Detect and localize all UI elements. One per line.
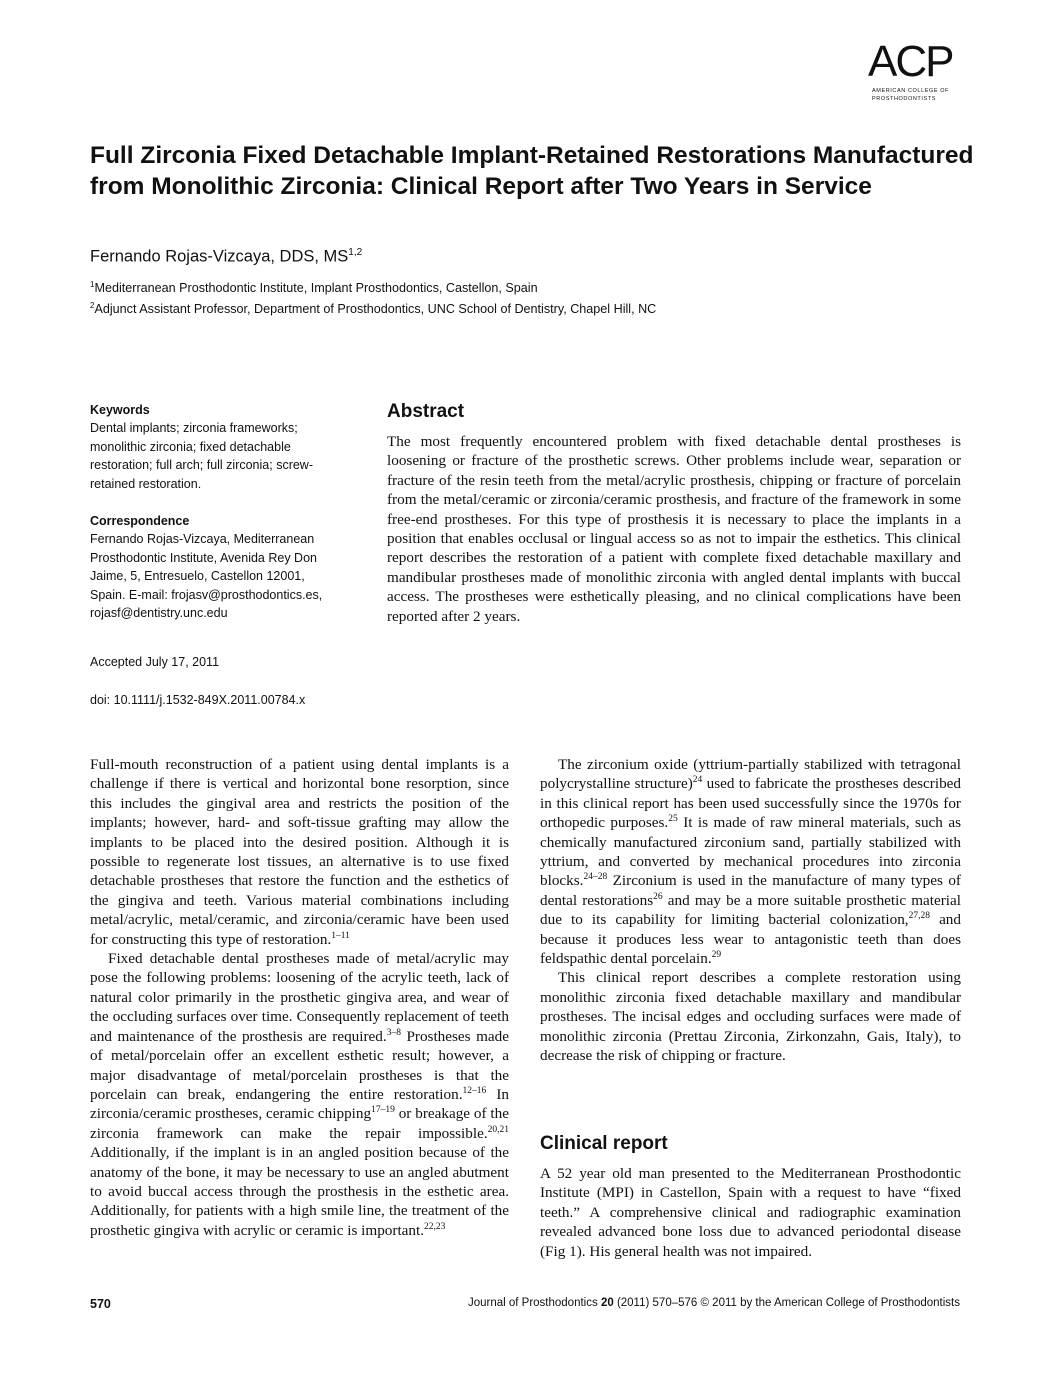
citation: 24 (692, 775, 703, 786)
affiliation-2 (90, 297, 656, 318)
logo-mark: ACP (868, 37, 953, 86)
keywords-label: Keywords (90, 403, 150, 417)
paragraph-zirconium (540, 755, 961, 968)
journal-pages: (2011) 570–576 (616, 1297, 698, 1309)
affiliation-1 (90, 276, 538, 297)
citation: 26 (653, 891, 663, 902)
journal-volume: 20 (600, 1297, 614, 1309)
text-run: Additionally, if the implant is in an angled position because of the anatomy of the bone, it may be necessary to use an angled abutment to avoid buccal access through the prosthesis in the esthetic area. Additionally, for patients with a high smile line, the treatment of the prosthetic gingiva with acrylic or ceramic is important. (90, 1144, 509, 1239)
journal-citation (468, 1297, 960, 1309)
article-title: Full Zirconia Fixed Detachable Implant-Retained Restorations Manufactured from Monolithic Zirconia: Clinical Report after Two Years in Service (90, 142, 974, 200)
paragraph-problems (90, 949, 509, 1240)
citation: 1–11 (331, 930, 350, 941)
correspondence-label: Correspondence (90, 514, 190, 528)
text-run: It is made of raw mineral materials, such as chemically manufactured zirconium sand, partially stabilized with yttrium, and converted by mechanical procedures into zirconia blocks. (540, 814, 961, 890)
citation: 29 (711, 950, 722, 960)
abstract-heading: Abstract (387, 401, 465, 422)
copyright: © 2011 by the American College of Prosthodontists (700, 1297, 960, 1309)
citation: 20,21 (487, 1124, 509, 1135)
accepted-date: Accepted July 17, 2011 (90, 655, 220, 669)
author-name: Fernando Rojas-Vizcaya, DDS, MS (90, 247, 349, 266)
citation: 24–28 (583, 872, 608, 883)
doi[interactable]: doi: 10.1111/j.1532-849X.2011.00784.x (90, 693, 306, 707)
abstract-text: The most frequently encountered problem with fixed detachable dental prostheses is loosening or fracture of the prosthetic screws. Other problems include wear, separation or fracture of the resin teeth from the metal/acrylic prosthesis, chipping or fracture of porcelain from the metal/ceramic or zirconia/ceramic prosthesis, and fracture of the framework in some free-end prostheses. For this type of prosthesis it is necessary to place the implants in a position that enables occlusal or lingual access so as not to impair the esthetics. This clinical report describes the restoration of a patient with complete fixed detachable maxillary and mandibular prostheses made of monolithic zirconia with angled dental implants with buccal access. The prostheses were esthetically pleasing, and no clinical complications have been reported after 2 years. (387, 433, 961, 625)
text-run: and may be a more suitable prosthetic material due to its capability for limiting bacterial colonization, (540, 891, 961, 929)
keywords-text: Dental implants; zirconia frameworks; monolithic zirconia; fixed detachable restoration; full arch; full zirconia; screw-retained restoration. (90, 421, 313, 491)
text-run: The zirconium oxide (yttrium-partially stabilized with tetragonal polycrystalline structure) (540, 756, 961, 793)
body-column-right (540, 755, 961, 1066)
citation: 22,23 (424, 1221, 446, 1232)
text-run: and because it produces less wear to antagonistic teeth than does feldspathic dental porcelain. (540, 911, 961, 968)
logo-line-2: PROSTHODONTISTS (872, 96, 937, 102)
text-run: Full-mouth reconstruction of a patient using dental implants is a challenge if there is vertical and horizontal bone resorption, since this includes the gingival area and restricts the position of the implants; however, hard- and soft-tissue grafting may allow the implants to be placed into the desired position. Although it is possible to regenerate lost tissues, an alternative is to use fixed detachable prostheses that restore the function and the esthetics of the gingiva and teeth. Various material combinations including metal/acrylic, metal/ceramic, and zirconia/ceramic have been used for constructing this type of restoration. (90, 756, 509, 948)
author-affil-sup: 1,2 (348, 247, 363, 258)
text-run: Zirconium is used in the manufacture of many types of dental restorations (540, 872, 961, 909)
citation: 17–19 (371, 1105, 395, 1116)
citation: 27,28 (908, 911, 930, 922)
citation: 12–16 (462, 1085, 487, 1096)
affiliation-num: 1 (90, 280, 95, 289)
citation: 25 (668, 814, 678, 825)
text-run: Fixed detachable dental prostheses made of metal/acrylic may pose the following problems: loosening of the acrylic teeth, lack of natural color primarily in the prosthetic gingiva area, and wear of the occluding surfaces over time. Consequently replacement of teeth and maintenance of the prosthesis are required. (90, 950, 509, 1045)
clinical-report-heading: Clinical report (540, 1133, 668, 1154)
citation: 3–8 (386, 1027, 401, 1038)
paragraph-report-summary: This clinical report describes a complete restoration using monolithic zirconia fixed detachable maxillary and mandibular prostheses. The incisal edges and occluding surfaces were made of monolithic zirconia (Prettau Zirconia, Zirkonzahn, Gais, Italy), to decrease the risk of chipping or fracture. (540, 969, 961, 1065)
logo-line-1: AMERICAN COLLEGE OF (872, 88, 950, 94)
text-run: used to fabricate the prostheses described in this clinical report has been used successfully since the 1970s for orthopedic purposes. (540, 775, 962, 832)
journal-name: Journal of Prosthodontics (467, 1297, 598, 1309)
author (90, 242, 362, 268)
affiliation-text: Mediterranean Prosthodontic Institute, Implant Prosthodontics, Castellon, Spain (94, 281, 538, 296)
affiliation-num: 2 (90, 301, 95, 310)
paragraph-clinical-report: A 52 year old man presented to the Mediterranean Prosthodontic Institute (MPI) in Castellon, Spain with a request to have “fixed teeth.” A comprehensive clinical and radiographic examination revealed advanced bone loss due to advanced periodontal disease (Fig 1). His general health was not impaired. (540, 1165, 961, 1260)
correspondence-text: Fernando Rojas-Vizcaya, Mediterranean Prosthodontic Institute, Avenida Rey Don Jaime, 5, Entresuelo, Castellon 12001, Spain. E-mail: frojasv@prosthodontics.es, rojasf@dentistry.unc.edu (90, 532, 323, 621)
body-column-left (90, 755, 509, 1240)
text-run: or breakage of the zirconia framework can make the repair impossible. (90, 1105, 509, 1142)
text-run: Prostheses made of metal/porcelain offer an excellent esthetic result; however, a major disadvantage of metal/porcelain prostheses is that the porcelain can break, endangering the entire restoration. (90, 1027, 509, 1103)
affiliation-text: Adjunct Assistant Professor, Department of Prosthodontics, UNC School of Dentistry, Chapel Hill, NC (94, 302, 657, 317)
text-run: In zirconia/ceramic prostheses, ceramic chipping (90, 1085, 509, 1123)
paragraph-intro (90, 755, 509, 949)
page-number: 570 (90, 1297, 111, 1311)
acp-logo (868, 37, 964, 108)
